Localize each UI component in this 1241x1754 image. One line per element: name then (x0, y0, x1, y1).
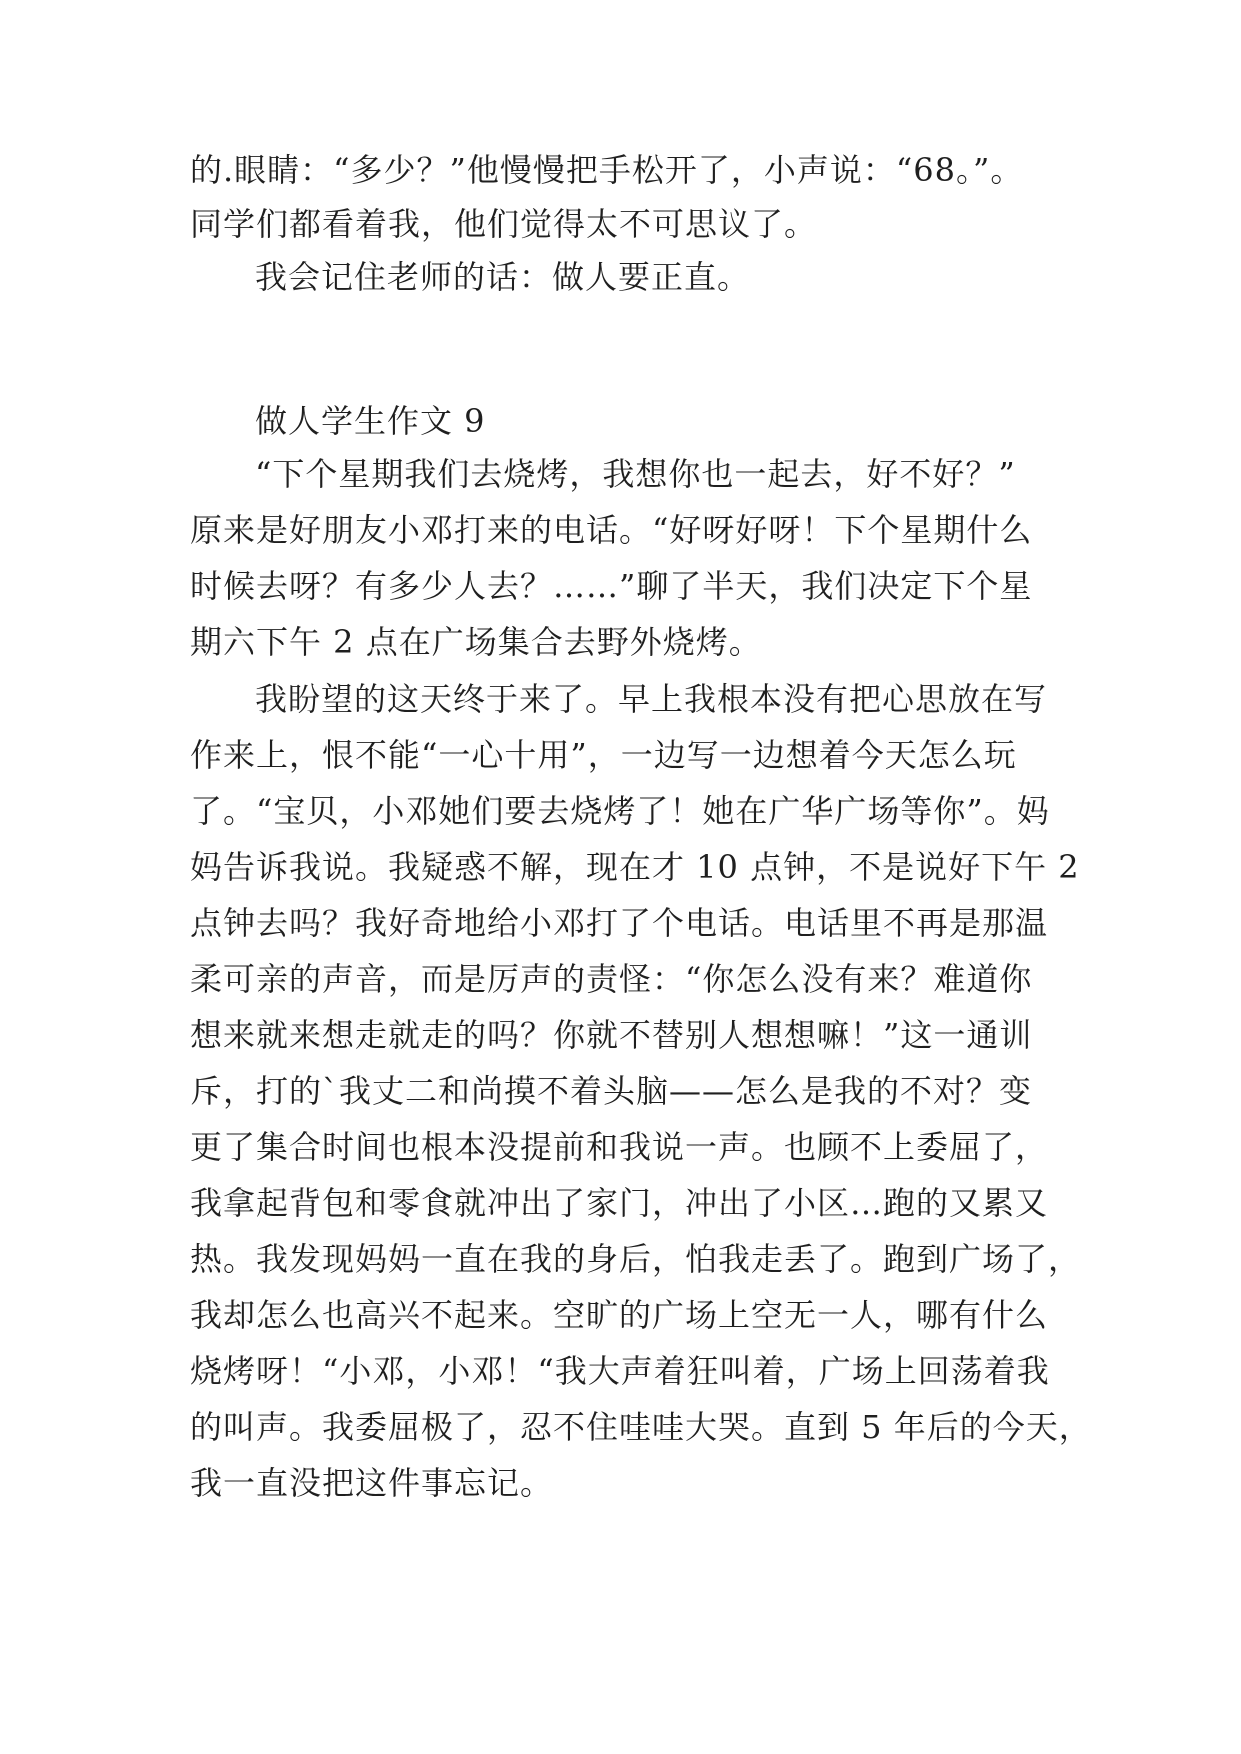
text-line: 想来就来想走就走的吗？你就不替别人想想嘛！”这一通训 (190, 1016, 1033, 1054)
text-line: 了。“宝贝，小邓她们要去烧烤了！她在广华广场等你”。妈 (190, 792, 1050, 830)
text-line: 我会记住老师的话：做人要正直。 (255, 258, 751, 296)
text-line: 烧烤呀！“小邓，小邓！“我大声着狂叫着，广场上回荡着我 (190, 1352, 1050, 1390)
text-line: 点钟去吗？我好奇地给小邓打了个电话。电话里不再是那温 (190, 904, 1049, 942)
section-heading: 做人学生作文 9 (255, 402, 486, 440)
text-line: 我盼望的这天终于来了。早上我根本没有把心思放在写 (255, 680, 1048, 718)
text-line: “下个星期我们去烧烤，我想你也一起去，好不好？” (255, 455, 1016, 493)
text-line: 原来是好朋友小邓打来的电话。“好呀好呀！下个星期什么 (190, 511, 1033, 549)
text-line: 同学们都看着我，他们觉得太不可思议了。 (190, 205, 818, 243)
text-line: 期六下午 2 点在广场集合去野外烧烤。 (190, 623, 762, 661)
text-line: 的.眼睛：“多少？”他慢慢把手松开了，小声说：“68。”。 (190, 151, 1024, 189)
text-line: 斥，打的`我丈二和尚摸不着头脑——怎么是我的不对？变 (190, 1072, 1033, 1110)
text-line: 我一直没把这件事忘记。 (190, 1464, 554, 1502)
text-line: 我拿起背包和零食就冲出了家门，冲出了小区…跑的又累又 (190, 1184, 1049, 1222)
text-line: 作来上，恨不能“一心十用”，一边写一边想着今天怎么玩 (190, 736, 1017, 774)
text-line: 妈告诉我说。我疑惑不解，现在才 10 点钟，不是说好下午 2 (190, 848, 1080, 886)
text-line: 时候去呀？有多少人去？……”聊了半天，我们决定下个星 (190, 567, 1033, 605)
text-line: 热。我发现妈妈一直在我的身后，怕我走丢了。跑到广场了， (190, 1240, 1082, 1278)
text-line: 我却怎么也高兴不起来。空旷的广场上空无一人，哪有什么 (190, 1296, 1049, 1334)
text-line: 更了集合时间也根本没提前和我说一声。也顾不上委屈了， (190, 1128, 1049, 1166)
text-line: 的叫声。我委屈极了，忍不住哇哇大哭。直到 5 年后的今天， (190, 1408, 1092, 1446)
text-line: 柔可亲的声音，而是厉声的责怪：“你怎么没有来？难道你 (190, 960, 1033, 998)
